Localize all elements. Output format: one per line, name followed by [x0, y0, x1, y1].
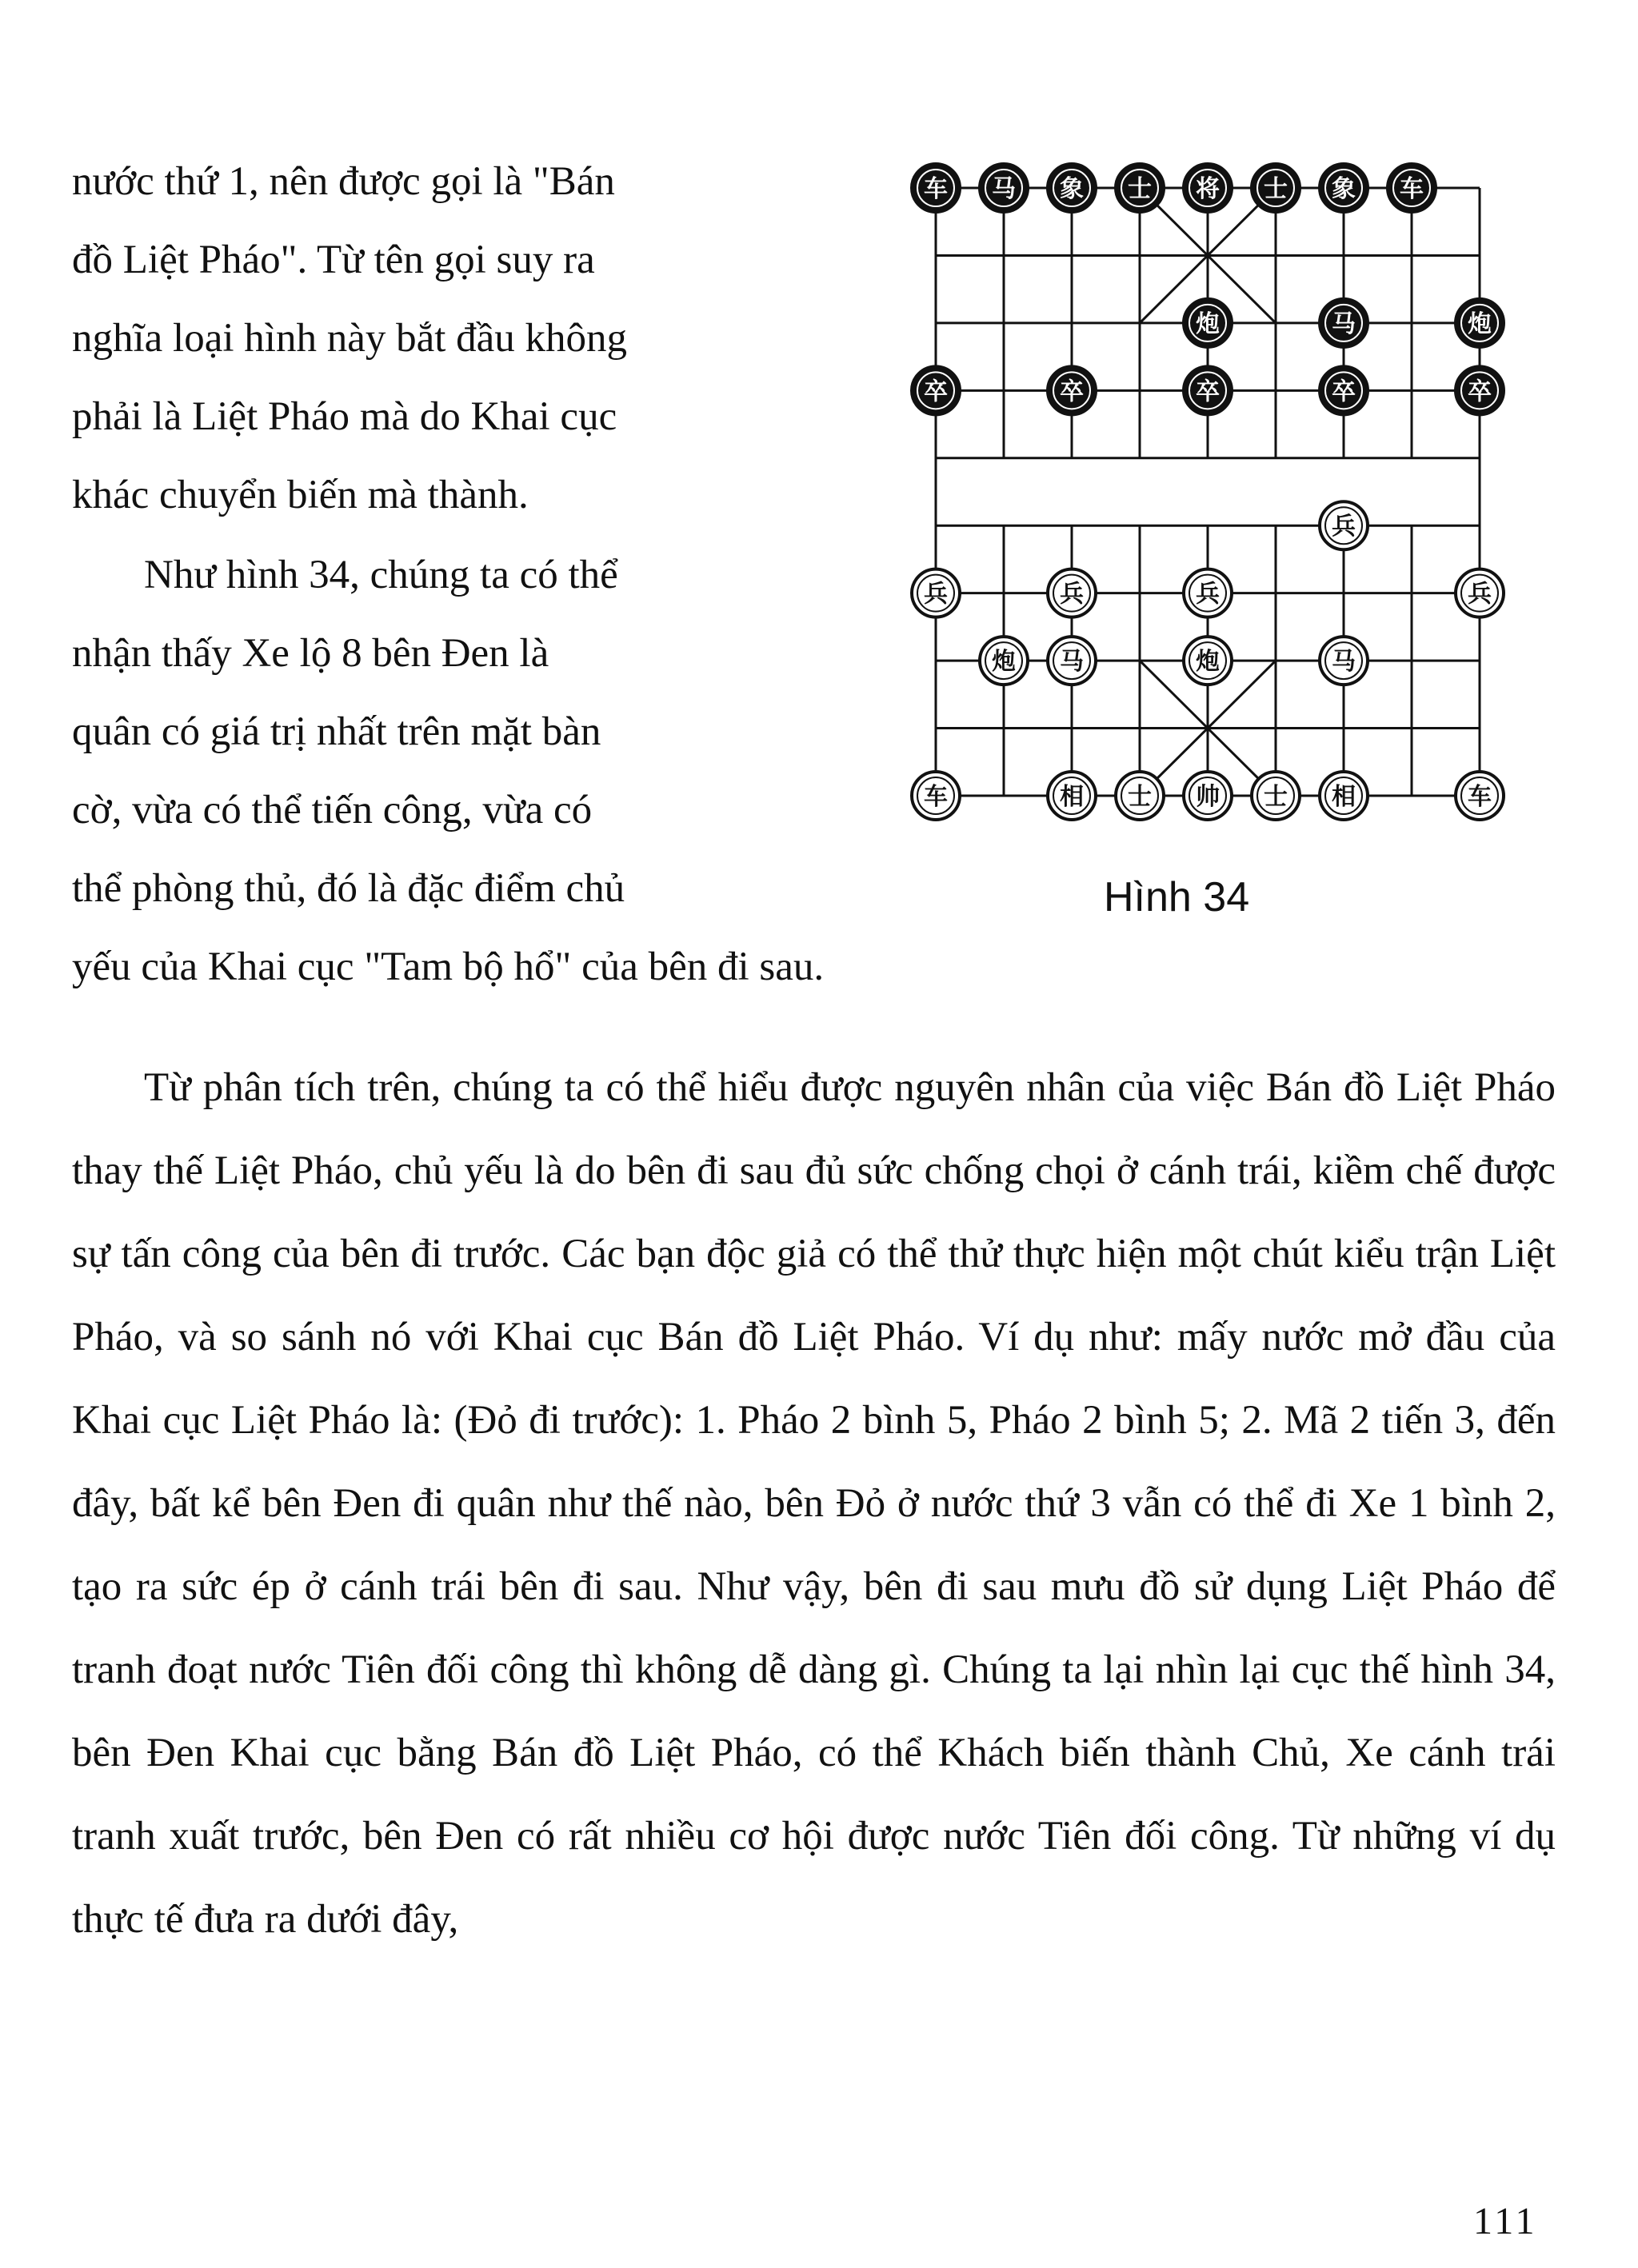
paragraph-2 — [72, 536, 912, 1006]
piece-label: 炮 — [1196, 648, 1220, 677]
xiangqi-piece-red — [1184, 772, 1232, 820]
xiangqi-piece-black — [1320, 164, 1368, 212]
xiangqi-piece-red — [1048, 772, 1096, 820]
xiangqi-board — [904, 156, 1512, 828]
piece-label: 相 — [1332, 783, 1356, 811]
text-line: khác chuyển biến mà thành. — [72, 473, 529, 517]
xiangqi-piece-black — [1456, 299, 1504, 347]
xiangqi-piece-red — [912, 569, 960, 617]
paragraph-1 — [72, 142, 912, 534]
piece-label: 车 — [1400, 175, 1424, 203]
figure-caption: Hình 34 — [1104, 874, 1250, 920]
xiangqi-piece-red — [1320, 637, 1368, 685]
text-line: nước thứ 1, nên được gọi là "Bán — [72, 159, 615, 204]
xiangqi-piece-red — [980, 637, 1028, 685]
xiangqi-piece-black — [1456, 366, 1504, 414]
piece-label: 车 — [924, 783, 948, 811]
xiangqi-piece-red — [1048, 637, 1096, 685]
xiangqi-board-figure — [904, 156, 1512, 828]
xiangqi-piece-red — [1252, 772, 1300, 820]
piece-label: 兵 — [1468, 580, 1492, 609]
piece-label: 士 — [1128, 175, 1152, 203]
piece-label: 象 — [1060, 175, 1084, 203]
piece-label: 炮 — [992, 648, 1016, 677]
page-number: 111 — [1473, 2200, 1538, 2242]
xiangqi-piece-red — [1116, 772, 1164, 820]
text-line: thể phòng thủ, đó là đặc điểm chủ — [72, 866, 625, 911]
piece-label: 士 — [1128, 783, 1152, 811]
text-line: nghĩa loại hình này bắt đầu không — [72, 316, 628, 361]
piece-label: 兵 — [1332, 513, 1356, 541]
xiangqi-piece-red — [1320, 501, 1368, 549]
text-line: nhận thấy Xe lộ 8 bên Đen là — [72, 631, 549, 676]
piece-label: 马 — [1332, 648, 1356, 677]
piece-label: 炮 — [1196, 309, 1220, 338]
text-line: yếu của Khai cục "Tam bộ hổ" của bên đi sau. — [72, 944, 825, 989]
piece-label: 士 — [1264, 783, 1288, 811]
xiangqi-piece-black — [1048, 164, 1096, 212]
piece-label: 象 — [1332, 175, 1356, 203]
piece-label: 帅 — [1196, 783, 1220, 811]
piece-label: 士 — [1264, 175, 1288, 203]
piece-label: 车 — [1468, 783, 1492, 811]
piece-label: 兵 — [924, 580, 948, 609]
piece-label: 兵 — [1060, 580, 1084, 609]
piece-label: 卒 — [1060, 377, 1084, 406]
text-line: đồ Liệt Pháo". Từ tên gọi suy ra — [72, 238, 595, 282]
xiangqi-piece-black — [1320, 366, 1368, 414]
piece-label: 车 — [924, 175, 948, 203]
piece-label: 马 — [992, 175, 1016, 203]
xiangqi-piece-black — [1184, 299, 1232, 347]
xiangqi-piece-red — [1456, 772, 1504, 820]
text-line: phải là Liệt Pháo mà do Khai cục — [72, 394, 617, 439]
xiangqi-piece-red — [1048, 569, 1096, 617]
xiangqi-piece-red — [1320, 772, 1368, 820]
text-line: quân có giá trị nhất trên mặt bàn — [72, 709, 601, 754]
piece-label: 将 — [1196, 175, 1220, 203]
xiangqi-piece-red — [1184, 569, 1232, 617]
xiangqi-piece-black — [1388, 164, 1436, 212]
piece-label: 马 — [1332, 309, 1356, 338]
xiangqi-piece-black — [1116, 164, 1164, 212]
text-line: Như hình 34, chúng ta có thể — [144, 553, 618, 597]
piece-label: 炮 — [1468, 309, 1492, 338]
piece-label: 卒 — [1468, 377, 1492, 406]
xiangqi-piece-black — [912, 164, 960, 212]
piece-label: 卒 — [1332, 377, 1356, 406]
top-text-block — [72, 142, 912, 1006]
piece-label: 相 — [1060, 783, 1084, 811]
xiangqi-piece-red — [912, 772, 960, 820]
xiangqi-piece-black — [912, 366, 960, 414]
piece-label: 马 — [1060, 648, 1084, 677]
piece-label: 卒 — [924, 377, 948, 406]
text-line: cờ, vừa có thể tiến công, vừa có — [72, 788, 593, 833]
xiangqi-piece-black — [1320, 299, 1368, 347]
body-paragraph — [72, 1046, 1556, 1961]
piece-label: 兵 — [1196, 580, 1220, 609]
xiangqi-piece-red — [1184, 637, 1232, 685]
xiangqi-piece-black — [980, 164, 1028, 212]
xiangqi-piece-red — [1456, 569, 1504, 617]
xiangqi-piece-black — [1048, 366, 1096, 414]
body-text: Từ phân tích trên, chúng ta có thể hiểu được nguyên nhân của việc Bán đồ Liệt Pháo thay thế Liệt Pháo, chủ yếu là do bên đi sau đủ sức chống chọi ở cánh trái, kiềm chế được sự tấn công của bên đi trước. Các bạn độc giả có thể thử thực hiện một chút kiểu trận Liệt Pháo, và so sánh nó với Khai cục Bán đồ Liệt Pháo. Ví dụ như: mấy nước mở đầu của Khai cục Liệt Pháo là: (Đỏ đi trước): 1. Pháo 2 bình 5, Pháo 2 bình 5; 2. Mã 2 tiến 3, đến đây, bất kể bên Đen đi quân như thế nào, bên Đỏ ở nước thứ 3 vẫn có thể đi Xe 1 bình 2, tạo ra sức ép ở cánh trái bên đi sau. Như vậy, bên đi sau mưu đồ sử dụng Liệt Pháo để tranh đoạt nước Tiên đối công thì không dễ dàng gì. Chúng ta lại nhìn lại cục thế hình 34, bên Đen Khai cục bằng Bán đồ Liệt Pháo, có thể Khách biến thành Chủ, Xe cánh trái tranh xuất trước, bên Đen có rất nhiều cơ hội được nước Tiên đối công. Từ những ví dụ thực tế đưa ra dưới đây, — [72, 1065, 1556, 1942]
xiangqi-piece-black — [1184, 366, 1232, 414]
xiangqi-piece-black — [1184, 164, 1232, 212]
piece-label: 卒 — [1196, 377, 1220, 406]
xiangqi-piece-black — [1252, 164, 1300, 212]
